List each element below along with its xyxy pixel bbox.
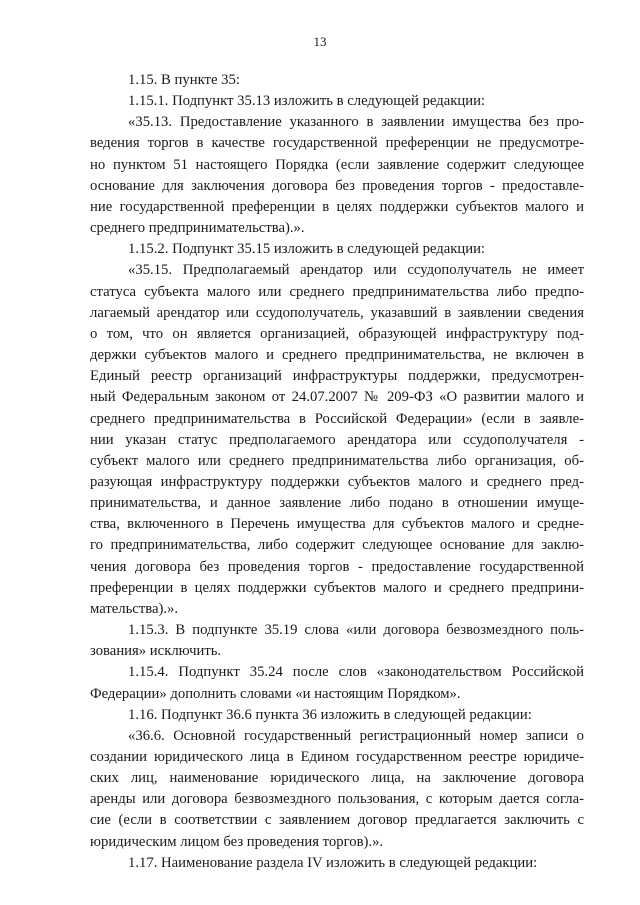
text-line: 1.15.2. Подпункт 35.15 изложить в следующей редакции: — [128, 241, 486, 258]
text-line: 1.15.4. Подпункт 35.24 после слов «законодательством Российской — [128, 664, 584, 681]
text-line: держки субъектов малого и среднего предпринимательства, не включен в — [90, 347, 584, 364]
text-line: 1.17. Наименование раздела IV изложить в следующей редакции: — [128, 854, 538, 871]
text-line: ведения торгов в качестве государственной преференции не предусмотре- — [90, 135, 584, 152]
text-line: лагаемый арендатор или ссудополучатель, указавший в заявлении сведения — [90, 304, 584, 321]
text-line: Единый реестр организаций инфраструктуры поддержки, предусмотрен- — [90, 368, 584, 385]
text-line: мательства).». — [90, 600, 179, 617]
text-line: юридическим лицом без проведения торгов).». — [90, 833, 384, 850]
text-line: го предпринимательства, либо содержит следующее основание для заклю- — [90, 537, 584, 554]
text-line: Федерации» дополнить словами «и настоящим Порядком». — [90, 685, 461, 702]
paragraph — [90, 853, 584, 874]
text-line: ный Федеральным законом от 24.07.2007 № 209-ФЗ «О развитии малого и — [90, 389, 584, 406]
text-line: о том, что он является организацией, образующей инфраструктуру под- — [90, 325, 584, 342]
paragraph — [90, 112, 584, 239]
text-line: 1.15.1. Подпункт 35.13 изложить в следующей редакции: — [128, 93, 486, 110]
text-line: аренды или договора безвозмездного пользования, с которым дается согла- — [90, 791, 584, 808]
text-line: чения договора без проведения торгов - предоставление государственной — [90, 558, 584, 575]
text-line: среднего предпринимательства в Российской Федерации» (если в заявле- — [90, 410, 584, 427]
paragraph — [90, 620, 584, 662]
text-line: принимательства, и данное заявление либо подано в отношении имуще- — [90, 495, 584, 512]
paragraph — [90, 726, 584, 853]
document-body — [90, 70, 584, 874]
text-line: ства, включенного в Перечень имущества для субъектов малого и средне- — [90, 516, 584, 533]
text-line: 1.15. В пункте 35: — [128, 72, 240, 88]
text-line: основание для заключения договора без проведения торгов - предоставле- — [90, 177, 584, 194]
paragraph — [90, 70, 584, 91]
text-line: создании юридического лица в Едином государственном реестре юридиче- — [90, 749, 584, 765]
paragraph — [90, 705, 584, 726]
text-line: среднего предпринимательства).». — [90, 220, 305, 237]
paragraph — [90, 239, 584, 260]
text-line: нии указан статус предполагаемого арендатора или ссудополучателя - — [90, 431, 584, 448]
text-line: статуса субъекта малого или среднего предпринимательства либо предпо- — [90, 283, 584, 300]
paragraph — [90, 260, 584, 620]
text-line: разующая инфраструктуру поддержки субъектов малого и среднего пред- — [90, 473, 584, 490]
text-line: «35.13. Предоставление указанного в заявлении имущества без про- — [128, 114, 584, 131]
text-line: но пунктом 51 настоящего Порядка (если заявление содержит следующее — [90, 156, 584, 173]
text-line: сие (если в соответствии с заявлением договор предлагается заключить с — [90, 812, 584, 829]
text-line: 1.15.3. В подпункте 35.19 слова «или договора безвозмездного поль- — [128, 622, 584, 639]
text-line: «36.6. Основной государственный регистрационный номер записи о — [128, 727, 584, 744]
paragraph — [90, 662, 584, 704]
text-line: «35.15. Предполагаемый арендатор или ссудополучатель не имеет — [128, 262, 584, 279]
text-line: преференции в целях поддержки субъектов малого и среднего предприни- — [90, 579, 584, 596]
page-number: 13 — [313, 34, 327, 49]
text-line: 1.16. Подпункт 36.6 пункта 36 изложить в следующей редакции: — [128, 706, 532, 723]
text-line: ских лиц, наименование юридического лица, на заключение договора — [90, 770, 584, 787]
text-line: зования» исключить. — [90, 643, 222, 660]
text-line: ние государственной преференции в целях поддержки субъектов малого и — [90, 198, 584, 215]
paragraph — [90, 91, 584, 112]
text-line: субъект малого или среднего предпринимательства либо организация, об- — [90, 452, 584, 469]
